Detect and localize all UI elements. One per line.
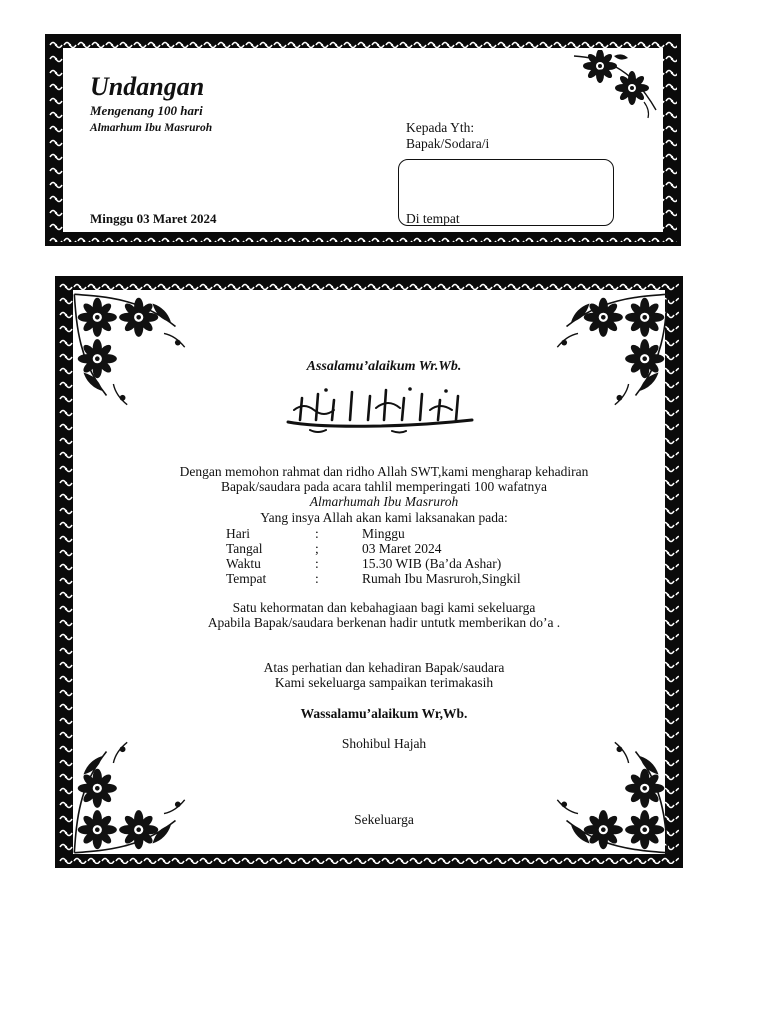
host-label: Shohibul Hajah bbox=[341, 736, 427, 751]
closing-greeting: Wassalamu’alaikum Wr,Wb. bbox=[300, 706, 468, 721]
deceased-name-line: Almarhumah Ibu Masruroh bbox=[309, 494, 459, 509]
invitation-paragraph-line: Dengan memohon rahmat dan ridho Allah SWT,kami mengharap kehadiran bbox=[179, 464, 589, 479]
basmalah-calligraphy-icon bbox=[280, 384, 480, 436]
corner-ornament-top-left bbox=[72, 292, 187, 407]
detail-separator: : bbox=[315, 556, 319, 571]
thanks-line: Kami sekeluarga sampaikan terimakasih bbox=[274, 675, 494, 690]
thanks-line: Atas perhatian dan kehadiran Bapak/saudara bbox=[263, 660, 505, 675]
deceased-name: Almarhum Ibu Masruroh bbox=[90, 122, 213, 134]
corner-ornament-bottom-left bbox=[72, 740, 187, 855]
detail-value: Rumah Ibu Masruroh,Singkil bbox=[362, 571, 521, 586]
detail-label: Tempat bbox=[226, 571, 267, 586]
event-date: Minggu 03 Maret 2024 bbox=[90, 211, 217, 226]
invitation-title: Undangan bbox=[90, 72, 205, 101]
addressee-title: Bapak/Sodara/i bbox=[406, 136, 490, 151]
detail-separator: : bbox=[315, 526, 319, 541]
detail-row-place bbox=[226, 571, 626, 587]
memorial-subtitle: Mengenang 100 hari bbox=[90, 103, 203, 118]
invitation-paragraph-line: Bapak/saudara pada acara tahlil memperingati 100 wafatnya bbox=[220, 479, 548, 494]
addressee-label: Kepada Yth: bbox=[406, 120, 475, 135]
detail-label: Tangal bbox=[226, 541, 263, 556]
envelope-flower-ornament bbox=[570, 50, 660, 122]
detail-row-day bbox=[226, 526, 626, 542]
detail-separator: : bbox=[315, 571, 319, 586]
detail-row-time bbox=[226, 556, 626, 572]
detail-value: 03 Maret 2024 bbox=[362, 541, 442, 556]
detail-value: 15.30 WIB (Ba’da Ashar) bbox=[362, 556, 502, 571]
corner-ornament-bottom-right bbox=[555, 740, 670, 855]
invitation-paragraph-line: Yang insya Allah akan kami laksanakan pada: bbox=[260, 510, 508, 525]
closing-line: Satu kehormatan dan kebahagiaan bagi kami sekeluarga bbox=[232, 600, 536, 615]
signature: Sekeluarga bbox=[354, 812, 414, 827]
detail-value: Minggu bbox=[362, 526, 405, 541]
opening-greeting: Assalamu’alaikum Wr.Wb. bbox=[306, 359, 462, 374]
detail-separator: ; bbox=[315, 541, 319, 556]
place-label: Di tempat bbox=[406, 211, 460, 226]
closing-line: Apabila Bapak/saudara berkenan hadir untutk memberikan do’a . bbox=[207, 615, 561, 630]
detail-row-date bbox=[226, 541, 626, 557]
corner-ornament-top-right bbox=[555, 292, 670, 407]
detail-label: Waktu bbox=[226, 556, 261, 571]
detail-label: Hari bbox=[226, 526, 250, 541]
